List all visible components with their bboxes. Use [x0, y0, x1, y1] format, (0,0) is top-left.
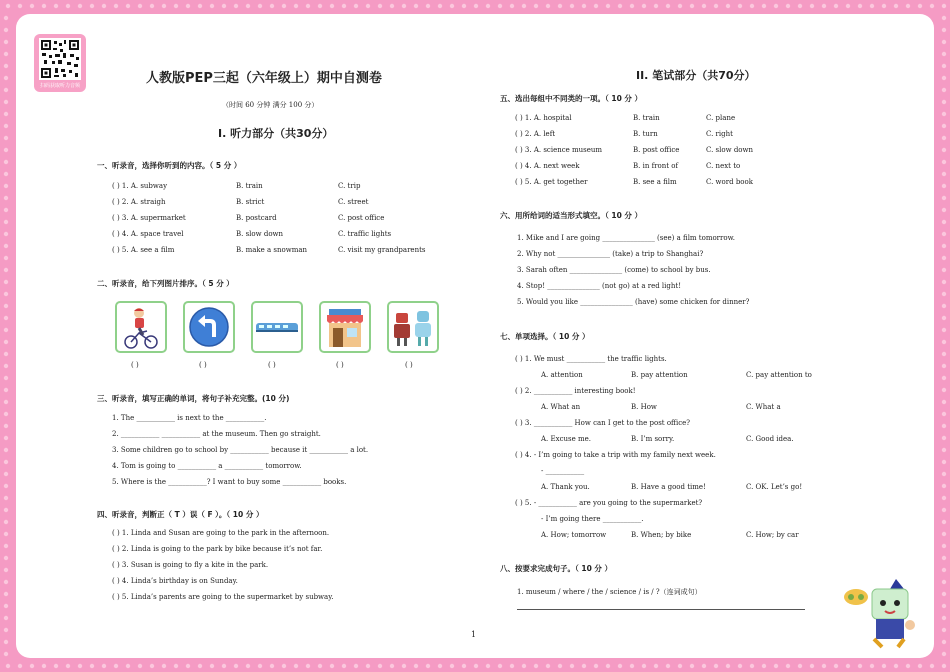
- section-8-question-1: 1. museum / where / the / science / is / ?（连词成句）: [517, 588, 702, 596]
- option-b: B. post office: [633, 146, 680, 154]
- option-c: C. How; by car: [746, 531, 799, 539]
- listening-part-title: I. 听力部分（共30分）: [218, 127, 334, 140]
- option-c: C. Good idea.: [746, 435, 794, 443]
- option-b: B. When; by bike: [631, 531, 692, 539]
- option-b: B. in front of: [633, 162, 679, 170]
- question-row: ( ) 3. A. science museum: [515, 146, 603, 154]
- option-c: C. street: [338, 198, 369, 206]
- true-false-statement: ( ) 2. Linda is going to the park by bike because it’s not far.: [112, 545, 323, 553]
- option-b: B. strict: [236, 198, 265, 206]
- option-a: A. Thank you.: [541, 483, 590, 491]
- answer-blank: ( ): [336, 361, 344, 369]
- question-row: ( ) 4. A. next week: [515, 162, 580, 170]
- section-5-heading: 五、选出每组中不同类的一项。（ 10 分 ）: [500, 94, 643, 103]
- option-b: B. train: [236, 182, 263, 190]
- question-stem: ( ) 5. - ___________ are you going to the supermarket?: [515, 499, 703, 507]
- true-false-statement: ( ) 3. Susan is going to fly a kite in the park.: [112, 561, 269, 569]
- option-b: B. How: [631, 403, 657, 411]
- question-row: ( ) 5. A. get together: [515, 178, 588, 186]
- answer-blank: ( ): [131, 361, 139, 369]
- question-dialogue: - ___________: [541, 467, 585, 475]
- option-c: C. post office: [338, 214, 385, 222]
- option-a: A. Excuse me.: [541, 435, 591, 443]
- section-8-heading: 八、按要求完成句子。（ 10 分 ）: [500, 564, 613, 573]
- picture-robots: [387, 301, 439, 353]
- question-stem: ( ) 3. ___________ How can I get to the post office?: [515, 419, 691, 427]
- answer-line[interactable]: [517, 609, 805, 610]
- option-c: C. pay attention to: [746, 371, 812, 379]
- true-false-statement: ( ) 4. Linda’s birthday is on Sunday.: [112, 577, 238, 585]
- exam-title: 人教版PEP三起（六年级上）期中自测卷: [146, 71, 382, 86]
- question-row: ( ) 1. A. hospital: [515, 114, 572, 122]
- answer-blank: ( ): [268, 361, 276, 369]
- true-false-statement: ( ) 5. Linda’s parents are going to the supermarket by subway.: [112, 593, 334, 601]
- option-c: C. slow down: [706, 146, 754, 154]
- fill-in-sentence: 2. Why not _______________ (take) a trip to Shanghai?: [517, 250, 704, 258]
- fill-in-sentence: 3. Some children go to school by ___________ because it ___________ a lot.: [112, 446, 369, 454]
- option-c: C. OK. Let’s go!: [746, 483, 803, 491]
- section-2-heading: 二、听录音，给下列图片排序。（ 5 分 ）: [97, 279, 234, 288]
- fill-in-sentence: 5. Would you like _______________ (have) some chicken for dinner?: [517, 298, 750, 306]
- option-b: B. make a snowman: [236, 246, 308, 254]
- section-6-heading: 六、用所给词的适当形式填空。（ 10 分 ）: [500, 211, 643, 220]
- fill-in-sentence: 1. Mike and I are going _______________ (see) a film tomorrow.: [517, 234, 735, 242]
- question-row: ( ) 2. A. left: [515, 130, 556, 138]
- option-b: B. pay attention: [631, 371, 688, 379]
- option-b: B. slow down: [236, 230, 284, 238]
- option-c: C. plane: [706, 114, 736, 122]
- option-c: C. right: [706, 130, 733, 138]
- section-7-heading: 七、单项选择。（ 10 分 ）: [500, 332, 590, 341]
- option-a: A. attention: [541, 371, 583, 379]
- question-row: ( ) 1. A. subway: [112, 182, 168, 190]
- picture-shop-building: [319, 301, 371, 353]
- fill-in-sentence: 4. Stop! _______________ (not go) at a red light!: [517, 282, 682, 290]
- option-c: C. next to: [706, 162, 741, 170]
- option-c: C. What a: [746, 403, 781, 411]
- writing-part-title: II. 笔试部分（共70分）: [636, 69, 756, 82]
- fill-in-sentence: 3. Sarah often _______________ (come) to school by bus.: [517, 266, 711, 274]
- section-4-heading: 四、听录音，判断正（ T ）误（ F ）。（ 10 分 ）: [97, 510, 264, 519]
- picture-subway-train: [251, 301, 303, 353]
- exam-subtitle: （时间 60 分钟 满分 100 分）: [222, 101, 319, 109]
- option-b: B. see a film: [633, 178, 677, 186]
- question-stem: ( ) 1. We must ___________ the traffic lights.: [515, 355, 667, 363]
- fill-in-sentence: 2. ___________ ___________ at the museum. Then go straight.: [112, 430, 321, 438]
- qr-pattern: [39, 38, 81, 80]
- fill-in-sentence: 1. The ___________ is next to the ___________.: [112, 414, 267, 422]
- mascot-illustration: [838, 575, 926, 651]
- option-a: A. What an: [541, 403, 581, 411]
- question-stem: ( ) 4. - I’m going to take a trip with my family next week.: [515, 451, 716, 459]
- picture-turn-left-sign: [183, 301, 235, 353]
- section-1-heading: 一、听录音，选择你听到的内容。（ 5 分 ）: [97, 161, 242, 170]
- option-c: C. trip: [338, 182, 361, 190]
- page-number: 1: [471, 630, 477, 639]
- qr-code[interactable]: [34, 34, 86, 92]
- question-row: ( ) 2. A. straigh: [112, 198, 166, 206]
- option-c: C. traffic lights: [338, 230, 392, 238]
- qr-caption: 扫码获取听力音频: [39, 83, 80, 89]
- option-b: B. Have a good time!: [631, 483, 706, 491]
- question-row: ( ) 5. A. see a film: [112, 246, 175, 254]
- true-false-statement: ( ) 1. Linda and Susan are going to the park in the afternoon.: [112, 529, 330, 537]
- question-stem: ( ) 2. ___________ interesting book!: [515, 387, 636, 395]
- answer-blank: ( ): [405, 361, 413, 369]
- section-3-heading: 三、听录音，填写正确的单词，将句子补充完整。(10 分): [97, 394, 290, 403]
- option-b: B. postcard: [236, 214, 277, 222]
- option-a: A. How; tomorrow: [541, 531, 607, 539]
- question-row: ( ) 3. A. supermarket: [112, 214, 186, 222]
- option-b: B. turn: [633, 130, 658, 138]
- answer-blank: ( ): [199, 361, 207, 369]
- option-c: C. word book: [706, 178, 753, 186]
- option-c: C. visit my grandparents: [338, 246, 426, 254]
- picture-boy-on-bike: [115, 301, 167, 353]
- option-b: B. I’m sorry.: [631, 435, 675, 443]
- fill-in-sentence: 5. Where is the ___________? I want to buy some ___________ books.: [112, 478, 347, 486]
- question-row: ( ) 4. A. space travel: [112, 230, 184, 238]
- question-dialogue: - I’m going there ___________.: [541, 515, 644, 523]
- fill-in-sentence: 4. Tom is going to ___________ a ___________ tomorrow.: [112, 462, 302, 470]
- option-b: B. train: [633, 114, 660, 122]
